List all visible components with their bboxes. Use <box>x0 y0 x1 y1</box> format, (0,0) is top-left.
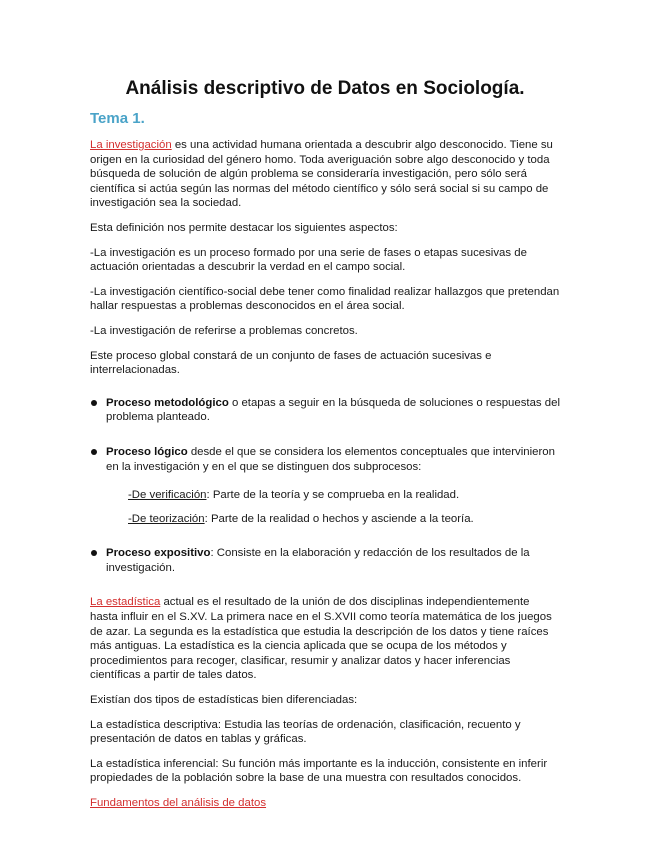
list-item-proceso-expositivo <box>90 546 560 575</box>
section-heading: Tema 1. <box>90 110 145 127</box>
page-title: Análisis descriptivo de Datos en Sociología. <box>125 78 525 99</box>
link-fundamentos-analisis-datos[interactable]: Fundamentos del análisis de datos <box>90 797 267 809</box>
subprocess-label: -De verificación <box>128 489 207 502</box>
subprocess-text: : Parte de la realidad o hechos y asciende a la teoría. <box>204 512 474 525</box>
bullet-text: : Consiste en la elaboración y redacción de los resultados de la investigación. <box>106 547 530 574</box>
paragraph-descriptiva: La estadística descriptiva: Estudia las teorías de ordenación, clasificación, recuento y presentación de datos en tablas y gráficas. <box>90 718 521 746</box>
process-list <box>90 396 560 576</box>
bullet-icon <box>91 550 97 556</box>
subprocess-verificacion <box>128 488 560 503</box>
document-content <box>90 77 560 821</box>
paragraph-aspecto-2: -La investigación científico-social debe tener como finalidad realizar hallazgos que pretendan hallar respuestas a problemas desconocidos en el área social. <box>90 285 560 313</box>
link-la-estadistica[interactable]: La estadística <box>90 596 161 609</box>
paragraph-inferencial: La estadística inferencial: Su función más importante es la inducción, consistente en inferir propiedades de la población sobre la base de una muestra con resultados conocidos. <box>90 757 548 785</box>
bullet-bold-label: Proceso metodológico <box>106 396 229 409</box>
list-item-proceso-metodologico <box>90 396 560 425</box>
paragraph-tipos: Existían dos tipos de estadísticas bien diferenciadas: <box>90 694 358 707</box>
paragraph-investigacion <box>90 138 560 211</box>
bullet-bold-label: Proceso lógico <box>106 445 188 458</box>
bullet-icon <box>91 449 97 455</box>
link-la-investigacion[interactable]: La investigación <box>90 139 172 151</box>
paragraph-definicion: Esta definición nos permite destacar los siguientes aspectos: <box>90 221 398 234</box>
paragraph-fundamentos <box>90 796 560 811</box>
bullet-icon <box>91 400 97 406</box>
subprocess-text: : Parte de la teoría y se comprueba en la realidad. <box>206 489 460 502</box>
paragraph-text: actual es el resultado de la unión de dos disciplinas independientemente hasta influir en el S.XV. La primera nace en el S.XVII como teoría matemática de los juegos de azar. La segunda es la estadística que estudia la descripción de los datos y tiene raíces más antiguas. La estadística es la ciencia aplicada que se ocupa de los métodos y procedimientos para recoger, clasificar, resumir y analizar datos y hacer inferencias científicas a partir de tales datos. <box>90 596 552 682</box>
paragraph-aspecto-3: -La investigación de referirse a problemas concretos. <box>90 324 358 337</box>
list-item-proceso-logico <box>90 445 560 526</box>
paragraph-aspecto-1: -La investigación es un proceso formado por una serie de fases o etapas sucesivas de actuación orientadas a descubrir la verdad en el campo social. <box>90 246 527 274</box>
subprocess-list <box>128 488 560 526</box>
subprocess-label: -De teorización <box>128 512 205 525</box>
paragraph-estadistica <box>90 595 560 683</box>
paragraph-text: es una actividad humana orientada a descubrir algo desconocido. Tiene su origen en la curiosidad del género homo. Toda averiguación sobre algo desconocido y toda búsqueda de solución de algún problema se consideraría investigación, pero sólo será científica si actúa según las normas del método científico y sólo será social si su campo de investigación sea la sociedad. <box>90 139 553 210</box>
subprocess-teorizacion <box>128 512 560 527</box>
paragraph-proceso-global: Este proceso global constará de un conjunto de fases de actuación sucesivas e interrelacionadas. <box>90 349 492 377</box>
bullet-text: o etapas a seguir en la búsqueda de soluciones o respuestas del problema planteado. <box>106 396 560 424</box>
bullet-bold-label: Proceso expositivo <box>106 547 211 560</box>
bullet-text: desde el que se considera los elementos conceptuales que intervinieron en la investigación y en el que se distinguen dos subprocesos: <box>106 445 555 473</box>
